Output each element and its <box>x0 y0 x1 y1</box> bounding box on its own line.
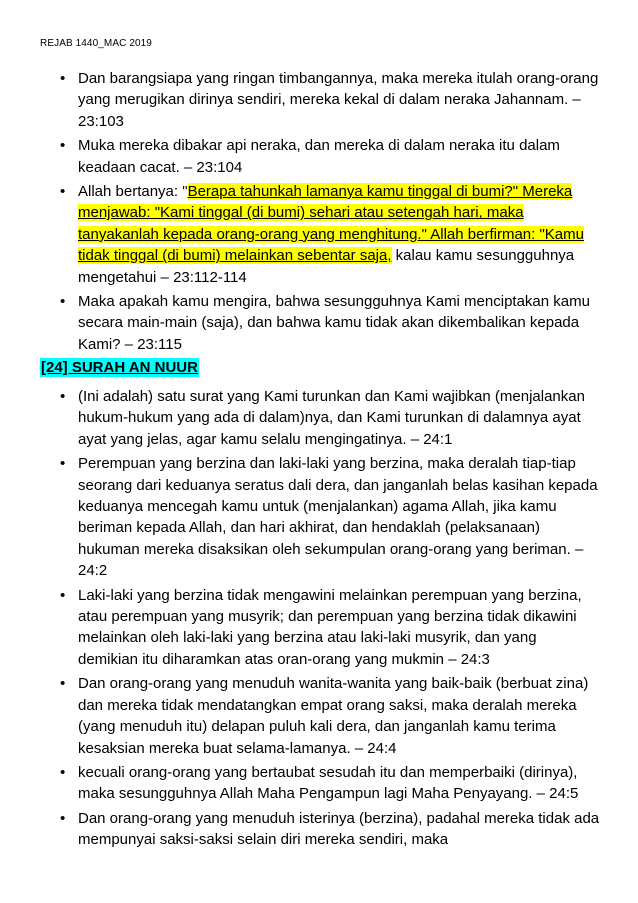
list-item <box>40 762 600 805</box>
section-heading: [24] SURAH AN NUUR <box>41 359 198 376</box>
bullet-icon: • <box>60 388 66 405</box>
bullet-icon: • <box>60 809 66 827</box>
verse-text: Laki-laki yang berzina tidak mengawini melainkan perempuan yang berzina, atau perempuan yang musyrik; dan perempuan yang berzina tidak dikawini melainkan oleh laki-laki yang berzina atau laki-laki musyrik, dan yang demikian itu diharamkan atas oran-orang yang mukmin – 24:3 <box>78 586 582 668</box>
list-item <box>40 68 600 132</box>
bullet-icon: • <box>60 183 66 201</box>
bullet-icon: • <box>60 455 66 473</box>
list-item <box>40 808 600 851</box>
section-surah-24 <box>40 386 600 854</box>
verse-text-post: kalau kamu sesungguhnya mengetahui – 23:112-114 <box>78 247 575 286</box>
highlighted-verse-text: Berapa tahunkah lamanya kamu tinggal di bumi?" Mereka menjawab: "Kami tinggal (di bumi) sehari atau setengah hari, maka tanyakanlah kepada orang-orang yang menghitung." Allah berfirman: "Kamu tidak tinggal (di bumi) melainkan sebentar saja, <box>78 183 584 265</box>
verse-text: (Ini adalah) satu surat yang Kami turunkan dan Kami wajibkan (menjalankan hukum-hukum yang ada di dalam)nya, dan Kami turunkan di dalamnya ayat ayat yang jelas, agar kamu selalu mengingatinya. – 24:1 <box>78 388 585 448</box>
bullet-icon: • <box>60 763 66 781</box>
verse-text: Dan orang-orang yang menuduh isterinya (berzina), padahal mereka tidak ada mempunyai saksi-saksi selain diri mereka sendiri, maka <box>78 809 600 849</box>
verse-text: Dan barangsiapa yang ringan timbangannya, maka mereka itulah orang-orang yang merugikan dirinya sendiri, mereka kekal di dalam neraka Jahannam. – 23:103 <box>78 70 599 130</box>
section-surah-23 <box>40 68 600 358</box>
page-header: REJAB 1440_MAC 2019 <box>40 38 152 49</box>
bullet-icon: • <box>60 293 66 311</box>
bullet-icon: • <box>60 137 66 155</box>
list-item <box>40 453 600 581</box>
verse-text-pre: Allah bertanya: " <box>78 183 188 201</box>
verse-text: Dan orang-orang yang menuduh wanita-wanita yang baik-baik (berbuat zina) dan mereka tidak mendatangkan empat orang saksi, maka deralah mereka (yang menuduh itu) delapan puluh kali dera, dan janganlah kamu terima kesaksian mereka buat selama-lamanya. – 24:4 <box>78 675 589 757</box>
list-item <box>40 386 600 450</box>
list-item <box>40 673 600 759</box>
bullet-icon: • <box>60 675 66 693</box>
verse-list <box>40 386 600 851</box>
list-item <box>40 181 600 288</box>
verse-text: Maka apakah kamu mengira, bahwa sesungguhnya Kami menciptakan kamu secara main-main (saja), dan bahwa kamu tidak akan dikembalikan kepada Kami? – 23:115 <box>78 293 590 353</box>
list-item <box>40 585 600 671</box>
bullet-icon: • <box>60 586 66 604</box>
list-item <box>40 135 600 178</box>
bullet-icon: • <box>60 70 66 87</box>
verse-text: Perempuan yang berzina dan laki-laki yang berzina, maka deralah tiap-tiap seorang dari keduanya seratus dali dera, dan janganlah belas kasihan kepada keduanya mencegah kamu untuk (menjalankan) agama Allah, jika kamu beriman kepada Allah, dan hari akhirat, dan hendaklah (pelaksanaan) hukuman mereka disaksikan oleh sekumpulan orang-orang yang beriman. – 24:2 <box>78 455 598 580</box>
verse-text: Muka mereka dibakar api neraka, dan mereka di dalam neraka itu dalam keadaan cacat. – 23:104 <box>78 137 560 176</box>
list-item <box>40 291 600 355</box>
verse-list <box>40 68 600 355</box>
verse-text: kecuali orang-orang yang bertaubat sesudah itu dan memperbaiki (dirinya), maka sesungguhnya Allah Maha Pengampun lagi Maha Penyayang. – 24:5 <box>78 763 579 803</box>
